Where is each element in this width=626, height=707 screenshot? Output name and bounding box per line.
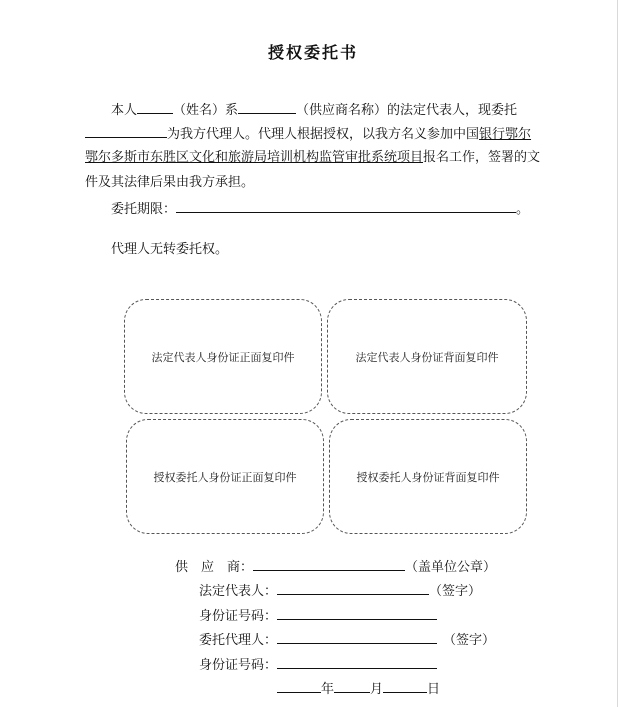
paragraph-line-2 [85, 124, 531, 144]
term-blank[interactable] [176, 199, 516, 213]
legal-rep-id-back-label: 法定代表人身份证背面复印件 [355, 350, 499, 364]
text-project-name: 鄂尔多斯市东胜区文化和旅游局培训机构监管审批系统项目 [85, 150, 424, 165]
month-blank[interactable] [334, 679, 370, 693]
text-benren: 本人 [111, 103, 138, 118]
agent-id-front-label: 授权委托人身份证正面复印件 [153, 470, 297, 484]
legal-rep-id-front-box [124, 299, 322, 414]
id-number-line-2 [199, 655, 437, 675]
paragraph-line-4 [85, 174, 254, 192]
agent-id-back-label: 授权委托人身份证背面复印件 [356, 470, 500, 484]
id-number-line-1 [199, 606, 437, 626]
no-transfer-line: 代理人无转委托权。 [111, 242, 229, 257]
supplier-label: 供 应 商： [175, 560, 254, 575]
document-title: 授权委托书 [267, 43, 358, 62]
agent-id-front-box [126, 419, 324, 534]
agent-label: 委托代理人： [199, 633, 278, 648]
year-blank[interactable] [277, 679, 321, 693]
text-bank-underlined: 银行鄂尔 [479, 127, 532, 142]
id-number-label-2: 身份证号码： [199, 658, 278, 673]
day-blank[interactable] [383, 679, 427, 693]
text-agent-authorize: 为我方代理人。代理人根据授权，以我方名义参加中国 [167, 127, 480, 142]
month-label: 月 [370, 682, 384, 697]
paragraph-line-1 [111, 100, 517, 120]
legal-rep-id-back-box [327, 299, 527, 414]
agent-line [199, 630, 495, 650]
legal-rep-id-front-label: 法定代表人身份证正面复印件 [151, 350, 295, 364]
legal-rep-label: 法定代表人： [199, 584, 278, 599]
page-edge-rule [617, 0, 618, 707]
agent-blank[interactable] [85, 124, 167, 138]
agent-sign-note: （签字） [443, 633, 496, 648]
text-legal-consequence: 件及其法律后果由我方承担。 [85, 175, 255, 190]
legal-rep-sign-note: （签字） [429, 584, 482, 599]
id-number-label-1: 身份证号码： [199, 609, 278, 624]
id-number-blank-1[interactable] [277, 606, 437, 620]
text-name-label: （姓名）系 [173, 103, 239, 118]
year-label: 年 [321, 682, 335, 697]
text-signup-work: 报名工作，签署的文 [423, 150, 541, 165]
supplier-line [175, 557, 496, 577]
day-label: 日 [427, 682, 441, 697]
agent-sign-blank[interactable] [277, 630, 437, 644]
term-label: 委托期限： [111, 202, 177, 217]
term-line [111, 199, 529, 219]
legal-rep-line [199, 581, 481, 601]
legal-rep-blank[interactable] [277, 581, 429, 595]
agent-id-back-box [329, 419, 527, 534]
supplier-blank[interactable] [253, 557, 405, 571]
date-line [277, 679, 440, 699]
paragraph-line-3 [85, 149, 540, 167]
supplier-name-blank[interactable] [238, 100, 296, 114]
supplier-seal-note: （盖单位公章） [405, 560, 497, 575]
text-legal-rep: （供应商名称）的法定代表人，现委托 [296, 103, 518, 118]
name-blank[interactable] [137, 100, 173, 114]
term-end: 。 [516, 202, 530, 217]
id-number-blank-2[interactable] [277, 655, 437, 669]
